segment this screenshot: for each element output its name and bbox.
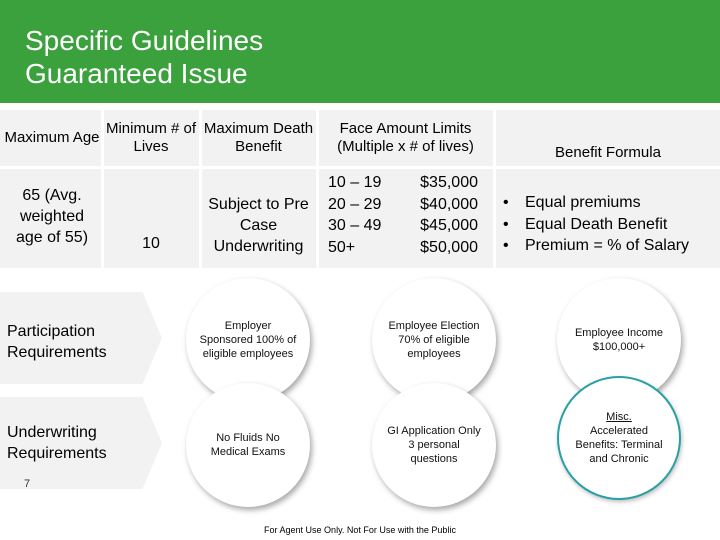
face-amount-list: [328, 172, 478, 258]
lives-range: 50+: [328, 238, 356, 256]
circle-text: Employee Income $100,000+: [574, 327, 664, 353]
title-line-1: Specific Guidelines: [25, 25, 264, 56]
misc-text: Accelerated Benefits: Terminal and Chronic: [575, 425, 663, 465]
no-fluids-circle: [186, 383, 310, 507]
face-amount: $40,000: [420, 195, 478, 213]
face-amount-row: [328, 172, 478, 194]
slide-title: [25, 24, 263, 90]
lives-range: 10 – 19: [328, 174, 382, 191]
face-amount: $50,000: [420, 238, 478, 256]
circle-text: GI Application Only 3 personal questions: [387, 425, 481, 465]
footer-disclaimer: For Agent Use Only. Not For Use with the Public: [264, 525, 456, 535]
participation-label-text: Participation Requirements: [7, 323, 107, 361]
benefit-formula-list: [503, 192, 689, 257]
lives-range: 30 – 49: [328, 217, 382, 234]
participation-label: [7, 321, 137, 363]
cell-min-lives: 10: [142, 234, 160, 252]
misc-content: [571, 410, 667, 466]
header-max-death-benefit: Maximum Death Benefit: [203, 120, 314, 155]
face-amount-row: [328, 215, 478, 237]
title-banner: [0, 0, 720, 103]
underwriting-label: [7, 422, 137, 464]
circle-text: No Fluids No Medical Exams: [210, 432, 286, 458]
circle-text: Employee Election 70% of eligible employees: [388, 320, 480, 360]
header-min-lives: Minimum # of Lives: [105, 120, 197, 155]
face-amount-row: [328, 237, 478, 259]
misc-title: Misc.: [606, 411, 632, 423]
header-max-age: Maximum Age: [4, 129, 100, 146]
circle-text: Employer Sponsored 100% of eligible employees: [199, 320, 297, 360]
misc-circle: [557, 376, 681, 500]
lives-range: 20 – 29: [328, 195, 382, 213]
benefit-formula-item: • Equal Death Benefit: [503, 214, 689, 236]
cell-max-age: 65 (Avg. weighted age of 55): [15, 186, 89, 246]
face-amount: $35,000: [420, 174, 478, 191]
title-line-2: Guaranteed Issue: [25, 58, 248, 89]
face-amount: $45,000: [420, 217, 478, 234]
benefit-formula-item: • Premium = % of Salary: [503, 235, 689, 257]
gi-application-circle: [372, 383, 496, 507]
page-number: 7: [24, 478, 31, 490]
cell-max-death-benefit: Subject to Pre Case Underwriting: [208, 195, 309, 255]
benefit-formula-item: • Equal premiums: [503, 192, 689, 214]
header-benefit-formula: Benefit Formula: [555, 144, 661, 161]
face-amount-row: [328, 194, 478, 216]
underwriting-label-text: Underwriting Requirements: [7, 424, 107, 462]
header-face-amount: Face Amount Limits (Multiple x # of lives): [337, 120, 474, 155]
